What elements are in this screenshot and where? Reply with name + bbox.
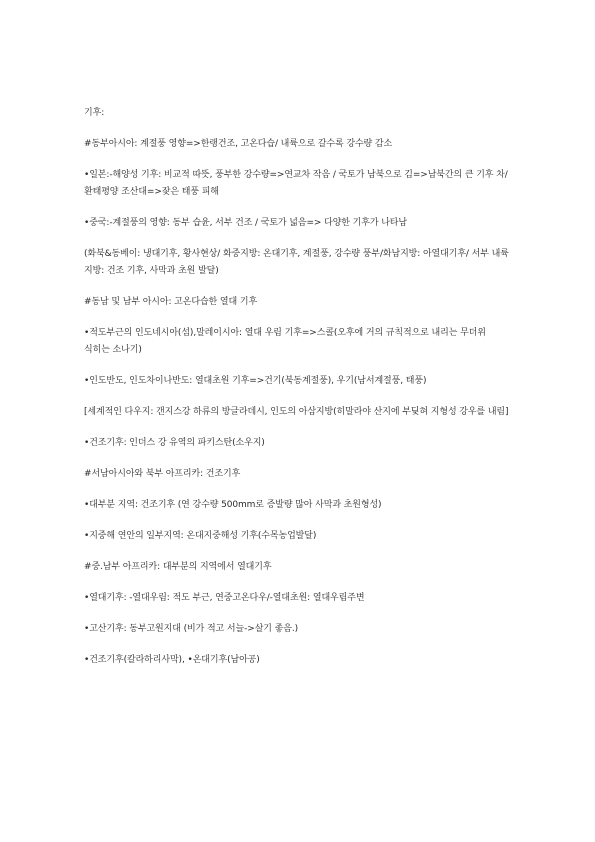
paragraph-china: •중국:-계절풍의 영향: 동부 습윤, 서부 건조 / 국토가 넓음=> 다양한 기후가 나타남 [84,218,407,228]
paragraph-indian-peninsula: •인도반도, 인도차이나반도: 열대초원 기후=>건기(북동계절풍), 우기(남서계절풍, 태풍) [84,376,427,386]
section-heading-sw-asia-n-africa: #서남아시아와 북부 아프리카: 건조기후 [84,469,241,479]
paragraph-mediterranean: •지중해 연안의 일부지역: 온대지중해성 기후(수목농업발달) [84,531,317,541]
paragraph-china-regions: (화북&동베이: 냉대기후, 황사현상/ 화중지방: 온대기후, 계절풍, 강수량 풍부/화남지방: 아열대기후/ 서부 내륙 지방: 건조 기후, 사막과 초원 발달) [84,249,509,276]
section-heading-east-asia: #동부아시아: 계절풍 영향=>한랭건조, 고온다습/ 내륙으로 갈수록 강수량 감소 [84,139,393,149]
section-heading-central-south-africa: #중.남부 아프리카: 대부분의 지역에서 열대기후 [84,562,272,572]
section-heading-south-asia: #동남 및 남부 아시아: 고온다습한 열대 기후 [84,297,258,307]
document-body [84,105,514,669]
paragraph-tropical: •열대기후: -열대우림: 적도 부근, 연중고온다우/-열대초원: 열대우림주변 [84,593,365,603]
paragraph-japan: •일본:-해양성 기후: 비교적 따뜻, 풍부한 강수량=>연교차 작음 / 국토가 남북으로 김=>남북간의 큰 기후 차/ 환태평양 조산대=>잦은 태풍 피해 [84,170,508,197]
paragraph-highland: •고산기후: 동부고원지대 (비가 적고 서늘->살기 좋음.) [84,624,298,634]
paragraph-arid-pakistan: •건조기후: 인더스 강 유역의 파키스탄(소우지) [84,438,265,448]
doc-title: 기후: [84,108,105,118]
paragraph-equatorial: •적도부근의 인도네시아(섬),말레이시아: 열대 우림 기후=>스콜(오후에 거의 규칙적으로 내리는 무더위 식히는 소나기) [84,328,486,355]
paragraph-most-regions: •대부분 지역: 건조기후 (연 강수량 500mm로 증발량 많아 사막과 초원형성) [84,500,382,510]
paragraph-rainy-regions: [세계적인 다우지: 갠지스강 하류의 방글라데시, 인도의 아삼지방(히말라야 산지에 부딪혀 지형성 강우를 내림] [84,407,509,417]
paragraph-arid-temperate: •건조기후(칼라하리사막), •온대기후(남아공) [84,655,260,665]
